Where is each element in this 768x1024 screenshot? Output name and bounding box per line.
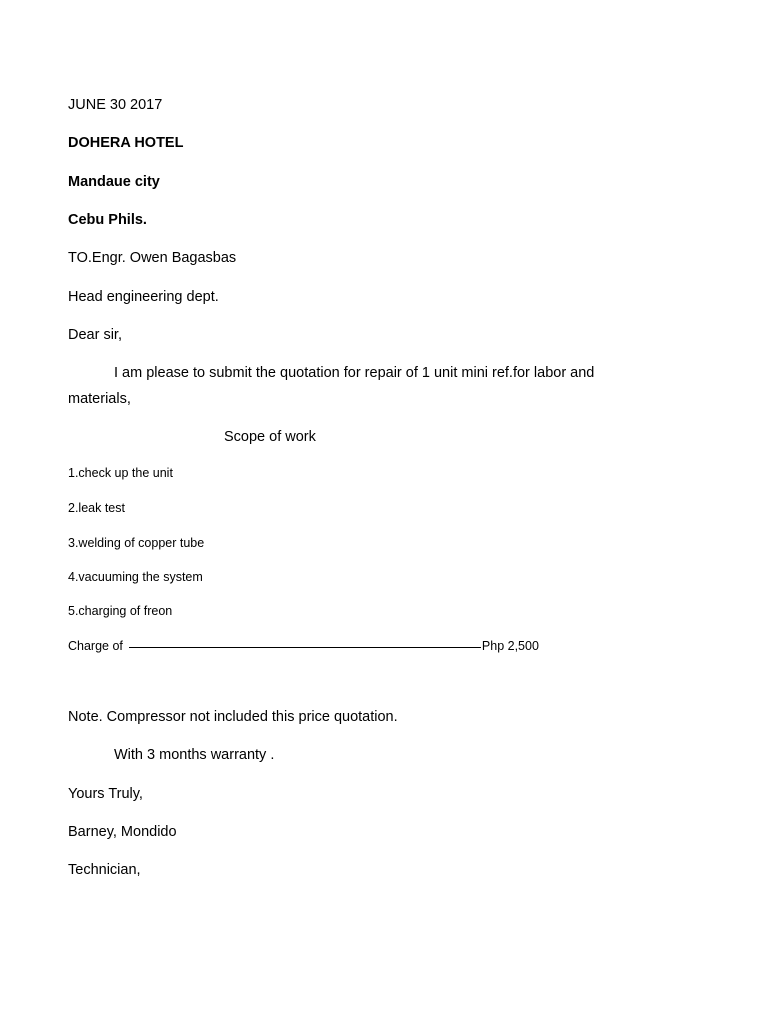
to-line: TO.Engr. Owen Bagasbas — [68, 250, 237, 266]
scope-item-4: 4.vacuuming the system — [68, 570, 203, 584]
charge-label: Charge of — [68, 639, 123, 653]
salutation: Dear sir, — [68, 327, 122, 343]
recipient-country: Cebu Phils. — [68, 212, 147, 228]
letter-date: JUNE 30 2017 — [68, 97, 163, 113]
body-paragraph-line-1: I am please to submit the quotation for repair of 1 unit mini ref.for labor and — [114, 365, 595, 381]
recipient-city: Mandaue city — [68, 174, 160, 190]
scope-item-1: 1.check up the unit — [68, 466, 173, 480]
charge-underline — [129, 646, 481, 648]
scope-of-work-heading: Scope of work — [224, 429, 316, 445]
signer-title: Technician, — [68, 862, 141, 878]
closing-line: Yours Truly, — [68, 786, 143, 802]
body-paragraph-line-2: materials, — [68, 391, 131, 407]
scope-item-5: 5.charging of freon — [68, 604, 173, 618]
scope-item-3: 3.welding of copper tube — [68, 536, 205, 550]
scope-item-2: 2.leak test — [68, 501, 125, 515]
warranty-line: With 3 months warranty . — [114, 747, 275, 763]
signer-name: Barney, Mondido — [68, 824, 177, 840]
note-line: Note. Compressor not included this price quotation. — [68, 709, 398, 725]
department-line: Head engineering dept. — [68, 289, 219, 305]
charge-row — [68, 638, 539, 654]
recipient-organization: DOHERA HOTEL — [68, 135, 184, 151]
charge-amount: Php 2,500 — [481, 639, 539, 653]
